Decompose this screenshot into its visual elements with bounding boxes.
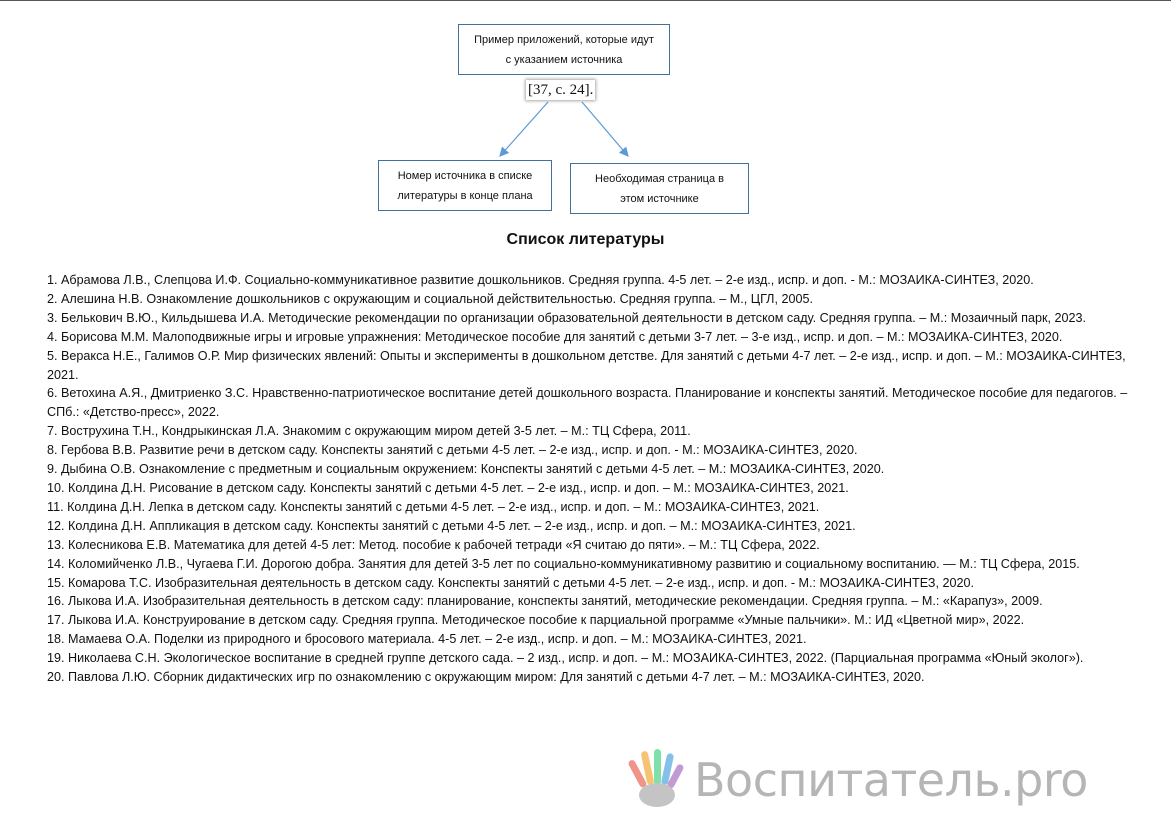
reference-item: 12. Колдина Д.Н. Аппликация в детском саду. Конспекты занятий с детьми 4-5 лет. – 2-е изд., испр. и доп. – М.: МОЗАИКА-СИНТЕЗ, 2021. xyxy=(47,518,856,533)
reference-item: 19. Николаева С.Н. Экологическое воспитание в средней группе детского сада. – 2 изд., испр. и доп. – М.: МОЗАИКА-СИНТЕЗ, 2022. (Парциальная программа «Юный эколог»). xyxy=(47,651,1084,666)
reference-item: 7. Вострухина Т.Н., Кондрыкинская Л.А. Знакомим с окружающим миром детей 3-5 лет. – М.: ТЦ Сфера, 2011. xyxy=(47,424,691,439)
arrow-right xyxy=(582,102,628,156)
reference-item: 9. Дыбина О.В. Ознакомление с предметным и социальным окружением: Конспекты занятий с детьми 4-5 лет. – М.: МОЗАИКА-СИНТЕЗ, 2020. xyxy=(47,462,885,477)
watermark-text: Воспитатель.pro xyxy=(694,753,1088,807)
reference-item: 16. Лыкова И.А. Изобразительная деятельность в детском саду: планирование, конспекты занятий, методические рекомендации. Средняя группа. – М.: «Карапуз», 2009. xyxy=(47,594,1043,609)
section-heading: Список литературы xyxy=(506,231,665,248)
reference-item: 20. Павлова Л.Ю. Сборник дидактических игр по ознакомлению с окружающим миром: Для занятий с детьми 4-7 лет. – М.: МОЗАИКА-СИНТЕЗ, 2020. xyxy=(47,670,925,685)
reference-item: 5. Веракса Н.Е., Галимов О.Р. Мир физических явлений: Опыты и эксперименты в дошкольном детстве. Для занятий с детьми 4-7 лет. – 2-е изд., испр. и доп. – М.: МОЗАИКА-СИНТЕЗ, 2021. xyxy=(47,348,1126,382)
reference-item: 3. Белькович В.Ю., Кильдышева И.А. Методические рекомендации по организации образовательной деятельности в детском саду. Средняя группа. – М.: Мозаичный парк, 2023. xyxy=(47,310,1087,325)
diagram-right-box xyxy=(570,163,749,214)
diagram-top-box-text: Пример приложений, которые идут с указанием источника xyxy=(474,33,654,66)
reference-item: 18. Мамаева О.А. Поделки из природного и бросового материала. 4-5 лет. – 2-е изд., испр. и доп. – М.: МОЗАИКА-СИНТЕЗ, 2021. xyxy=(47,632,807,647)
reference-item: 15. Комарова Т.С. Изобразительная деятельность в детском саду. Конспекты занятий с детьми 4-5 лет. – 2-е изд., испр. и доп. - М.: МОЗАИКА-СИНТЕЗ, 2020. xyxy=(47,575,974,590)
arrow-left xyxy=(500,102,548,156)
reference-item: 1. Абрамова Л.В., Слепцова И.Ф. Социально-коммуникативное развитие дошкольников. Средняя группа. 4-5 лет. – 2-е изд., испр. и доп. - М.: МОЗАИКА-СИНТЕЗ, 2020. xyxy=(47,273,1034,287)
reference-item: 2. Алешина Н.В. Ознакомление дошкольников с окружающим и социальной действительностью. Средняя группа. – М., ЦГЛ, 2005. xyxy=(47,291,813,306)
citation-example: [37, с. 24]. xyxy=(528,82,594,98)
reference-item: 17. Лыкова И.А. Конструирование в детском саду. Средняя группа. Методическое пособие к парциальной программе «Умные пальчики». М.: ИД «Цветной мир», 2022. xyxy=(47,613,1025,628)
reference-list xyxy=(47,271,1132,687)
hand-palm-logo-icon xyxy=(620,745,690,815)
page-top-border xyxy=(0,0,1171,1)
reference-item: 13. Колесникова Е.В. Математика для детей 4-5 лет: Метод. пособие к рабочей тетради «Я считаю до пяти». – М.: ТЦ Сфера, 2022. xyxy=(47,537,820,552)
diagram-top-box xyxy=(458,24,670,75)
reference-item: 11. Колдина Д.Н. Лепка в детском саду. Конспекты занятий с детьми 4-5 лет. – 2-е изд., испр. и доп. – М.: МОЗАИКА-СИНТЕЗ, 2021. xyxy=(47,499,820,514)
reference-item: 8. Гербова В.В. Развитие речи в детском саду. Конспекты занятий с детьми 4-5 лет. – 2-е изд., испр. и доп. - М.: МОЗАИКА-СИНТЕЗ, 2020. xyxy=(47,443,858,458)
diagram-left-box xyxy=(378,160,552,211)
watermark xyxy=(620,745,1160,815)
reference-item: 4. Борисова М.М. Малоподвижные игры и игровые упражнения: Методическое пособие для занятий с детьми 3-7 лет. – 3-е изд., испр. и доп. – М.: МОЗАИКА-СИНТЕЗ, 2020. xyxy=(47,329,1063,344)
reference-item: 6. Ветохина А.Я., Дмитриенко З.С. Нравственно-патриотическое воспитание детей дошкольного возраста. Планирование и конспекты занятий. Методическое пособие для педагогов. – СПб.: «Детство-пресс», 2022. xyxy=(47,386,1128,420)
citation-diagram xyxy=(370,10,810,220)
diagram-left-box-text: Номер источника в списке литературы в конце плана xyxy=(397,169,533,202)
reference-item: 10. Колдина Д.Н. Рисование в детском саду. Конспекты занятий с детьми 4-5 лет. – 2-е изд., испр. и доп. – М.: МОЗАИКА-СИНТЕЗ, 2021. xyxy=(47,480,849,495)
reference-item: 14. Коломийченко Л.В., Чугаева Г.И. Дорогою добра. Занятия для детей 3-5 лет по социально-коммуникативному развитию и социальному воспитанию. — М.: ТЦ Сфера, 2015. xyxy=(47,556,1080,571)
diagram-right-box-text: Необходимая страница в этом источнике xyxy=(595,172,724,205)
